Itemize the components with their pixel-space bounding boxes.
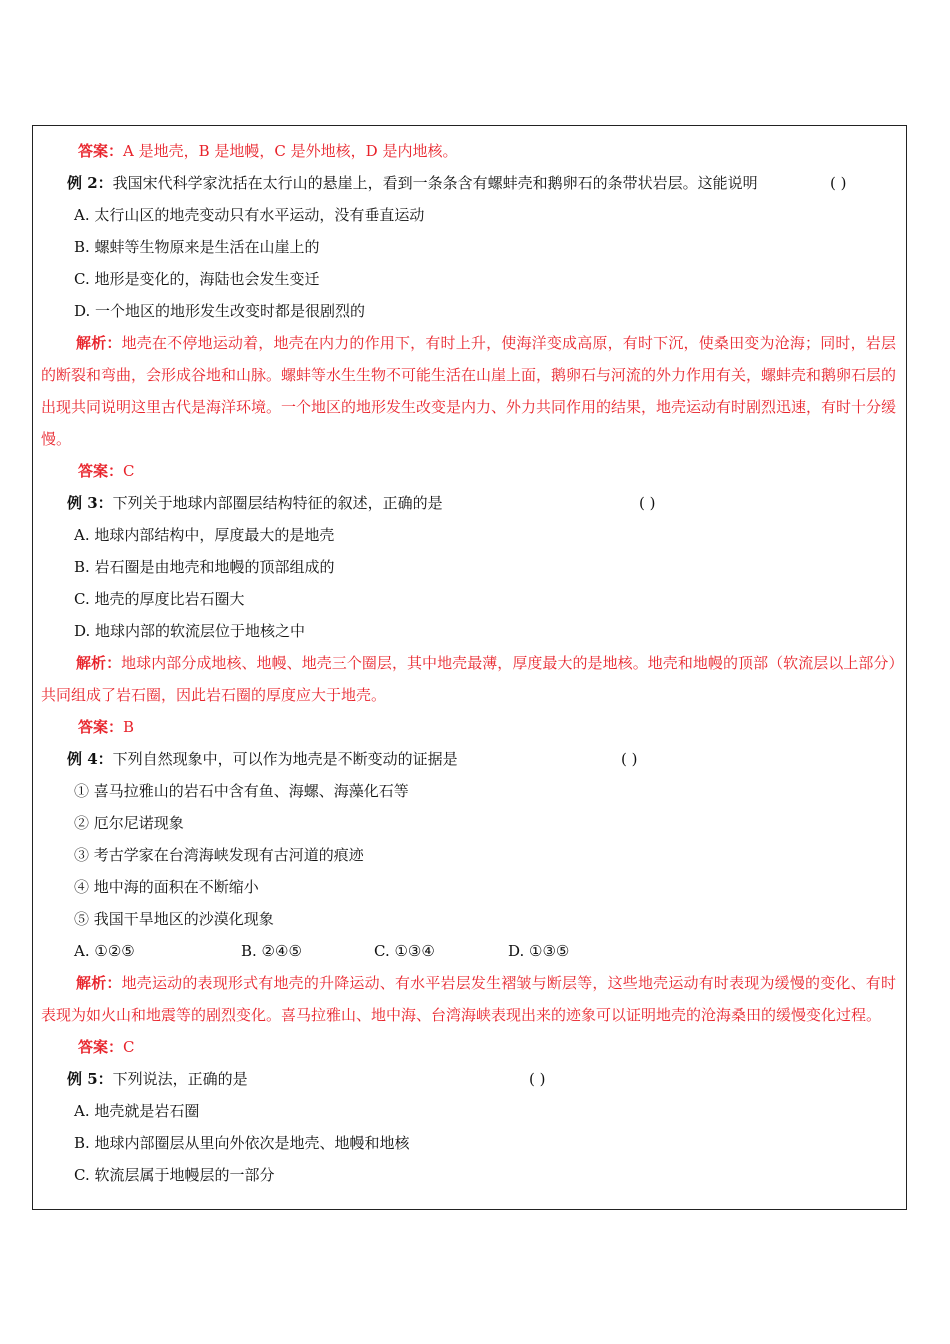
option-a: A. 地球内部结构中，厚度最大的是地壳 xyxy=(74,526,335,544)
example-5-question xyxy=(33,1063,906,1095)
answer-blank: ( ) xyxy=(621,750,638,768)
example-4-question xyxy=(33,743,906,775)
question-text: 下列关于地球内部圈层结构特征的叙述，正确的是 xyxy=(112,494,443,512)
option-d: D. 地球内部的软流层位于地核之中 xyxy=(74,622,306,640)
option-d: D. 一个地区的地形发生改变时都是很剧烈的 xyxy=(74,302,366,320)
option-d: D. ①③⑤ xyxy=(508,942,570,960)
option-a: A. 太行山区的地壳变动只有水平运动，没有垂直运动 xyxy=(74,206,425,224)
statement-2: ② 厄尔尼诺现象 xyxy=(74,814,184,832)
answer-text: C xyxy=(123,1038,135,1056)
answer-text: B xyxy=(123,718,135,736)
statement-4: ④ 地中海的面积在不断缩小 xyxy=(74,878,259,896)
analysis-paragraph xyxy=(33,647,906,711)
answer-line xyxy=(33,1031,906,1063)
option-b: B. 地球内部圈层从里向外依次是地壳、地幔和地核 xyxy=(74,1134,410,1152)
option-c: C. 软流层属于地幔层的一部分 xyxy=(74,1166,275,1184)
example-3-question xyxy=(33,487,906,519)
example-label: 例 5： xyxy=(67,1070,113,1088)
analysis-label: 解析： xyxy=(76,974,122,992)
answer-label: 答案： xyxy=(78,1038,124,1056)
analysis-label: 解析： xyxy=(76,334,122,352)
analysis-text: 地球内部分成地核、地幔、地壳三个圈层，其中地壳最薄，厚度最大的是地核。地壳和地幔的顶部（软流层以上部分）共同组成了岩石圈，因此岩石圈的厚度应大于地壳。 xyxy=(41,654,896,704)
statement-5: ⑤ 我国干旱地区的沙漠化现象 xyxy=(74,910,274,928)
answer-blank: ( ) xyxy=(529,1070,546,1088)
answer-blank: ( ) xyxy=(830,174,847,192)
option-a: A. 地壳就是岩石圈 xyxy=(74,1102,200,1120)
option-c: C. 地形是变化的，海陆也会发生变迁 xyxy=(74,270,320,288)
example-2-question xyxy=(33,167,906,199)
option-row xyxy=(33,935,906,967)
option-a: A. ①②⑤ xyxy=(74,942,135,960)
option-b: B. 螺蚌等生物原来是生活在山崖上的 xyxy=(74,238,320,256)
statement-3: ③ 考古学家在台湾海峡发现有古河道的痕迹 xyxy=(74,846,364,864)
answer-text: A 是地壳，B 是地幔，C 是外地核，D 是内地核。 xyxy=(123,142,458,160)
option-c: C. 地壳的厚度比岩石圈大 xyxy=(74,590,245,608)
content-frame xyxy=(32,125,907,1210)
answer-line xyxy=(33,135,906,167)
answer-line xyxy=(33,455,906,487)
question-text: 下列自然现象中，可以作为地壳是不断变动的证据是 xyxy=(112,750,458,768)
answer-label: 答案： xyxy=(78,462,124,480)
statement-1: ① 喜马拉雅山的岩石中含有鱼、海螺、海藻化石等 xyxy=(74,782,409,800)
option-b: B. 岩石圈是由地壳和地幔的顶部组成的 xyxy=(74,558,335,576)
example-label: 例 2： xyxy=(67,174,113,192)
question-text: 下列说法，正确的是 xyxy=(112,1070,248,1088)
example-label: 例 4： xyxy=(67,750,113,768)
option-b: B. ②④⑤ xyxy=(241,942,302,960)
answer-label: 答案： xyxy=(78,718,124,736)
option-c: C. ①③④ xyxy=(374,942,435,960)
analysis-label: 解析： xyxy=(76,654,122,672)
question-text: 我国宋代科学家沈括在太行山的悬崖上，看到一条条含有螺蚌壳和鹅卵石的条带状岩层。这能说明 xyxy=(112,174,758,192)
example-label: 例 3： xyxy=(67,494,113,512)
document-body xyxy=(33,135,906,1191)
analysis-text: 地壳在不停地运动着，地壳在内力的作用下，有时上升，使海洋变成高原，有时下沉，使桑田变为沧海；同时，岩层的断裂和弯曲，会形成谷地和山脉。螺蚌等水生生物不可能生活在山崖上面，鹅卵石与河流的外力作用有关，螺蚌壳和鹅卵石层的出现共同说明这里古代是海洋环境。一个地区的地形发生改变是内力、外力共同作用的结果，地壳运动有时剧烈迅速，有时十分缓慢。 xyxy=(41,334,897,448)
answer-text: C xyxy=(123,462,135,480)
analysis-paragraph xyxy=(33,967,906,1031)
analysis-text: 地壳运动的表现形式有地壳的升降运动、有水平岩层发生褶皱与断层等，这些地壳运动有时表现为缓慢的变化、有时表现为如火山和地震等的剧烈变化。喜马拉雅山、地中海、台湾海峡表现出来的迹象可以证明地壳的沧海桑田的缓慢变化过程。 xyxy=(41,974,896,1024)
answer-blank: ( ) xyxy=(639,494,656,512)
answer-label: 答案： xyxy=(78,142,124,160)
analysis-paragraph xyxy=(33,327,906,455)
answer-line xyxy=(33,711,906,743)
